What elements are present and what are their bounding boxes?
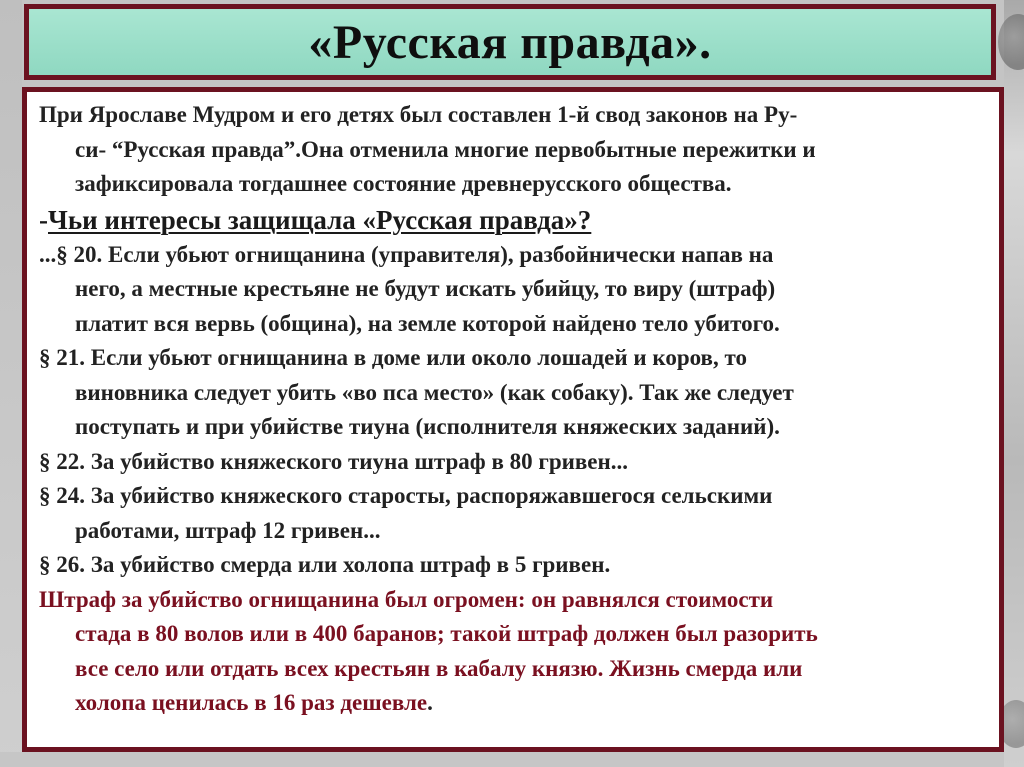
intro-line: си- “Русская правда”.Она отменила многие первобытные пережитки и: [75, 136, 816, 162]
question-dash: -: [39, 204, 48, 235]
article-24: [39, 479, 985, 548]
article-line: него, а местные крестьяне не будут искать убийцу, то виру (штраф): [75, 276, 776, 301]
article-26: [39, 548, 985, 583]
slide-edge-left: [0, 0, 22, 767]
article-22: [39, 445, 985, 480]
intro-line: При Ярославе Мудром и его детях был составлен 1-й свод законов на Ру-: [39, 102, 798, 127]
question-text: Чьи интересы защищала «Русская правда»?: [48, 204, 592, 235]
article-line: § 26. За убийство смерда или холопа штраф в 5 гривен.: [39, 552, 611, 577]
article-21: [39, 341, 985, 445]
intro-line: зафиксировала тогдашнее состояние древнерусского общества.: [75, 171, 732, 196]
intro-paragraph: [39, 98, 985, 202]
article-line: работами, штраф 12 гривен...: [75, 517, 381, 543]
decorative-disc: [998, 14, 1024, 70]
article-line: § 21. Если убьют огнищанина в доме или около лошадей и коров, то: [39, 345, 747, 370]
question-heading: [39, 202, 985, 238]
article-line: платит вся вервь (община), на земле которой найдено тело убитого.: [75, 310, 780, 336]
conclusion-line: Штраф за убийство огнищанина был огромен: он равнялся стоимости: [39, 586, 774, 612]
title-bar: [24, 4, 996, 80]
conclusion-period: .: [427, 690, 433, 715]
article-line: § 22. За убийство княжеского тиуна штраф в 80 гривен...: [39, 448, 628, 474]
article-line: поступать и при убийстве тиуна (исполнителя княжеских заданий).: [75, 414, 780, 439]
article-line: § 24. За убийство княжеского старосты, распоряжавшегося сельскими: [39, 483, 773, 508]
article-line: виновника следует убить «во пса место» (как собаку). Так же следует: [75, 379, 794, 405]
conclusion-paragraph: [39, 583, 985, 721]
slide-edge-bottom: [0, 752, 1004, 767]
article-20: [39, 238, 985, 342]
conclusion-line: холопа ценилась в 16 раз дешевле: [75, 690, 428, 715]
slide-title: «Русская правда».: [308, 15, 712, 69]
slide-edge-right: [1004, 0, 1024, 767]
conclusion-line: стада в 80 волов или в 400 баранов; такой штраф должен был разорить: [75, 621, 818, 646]
content-box: [22, 87, 1004, 752]
article-line: ...§ 20. Если убьют огнищанина (управителя), разбойнически напав на: [39, 241, 774, 267]
conclusion-line: все село или отдать всех крестьян в кабалу князю. Жизнь смерда или: [75, 655, 803, 681]
